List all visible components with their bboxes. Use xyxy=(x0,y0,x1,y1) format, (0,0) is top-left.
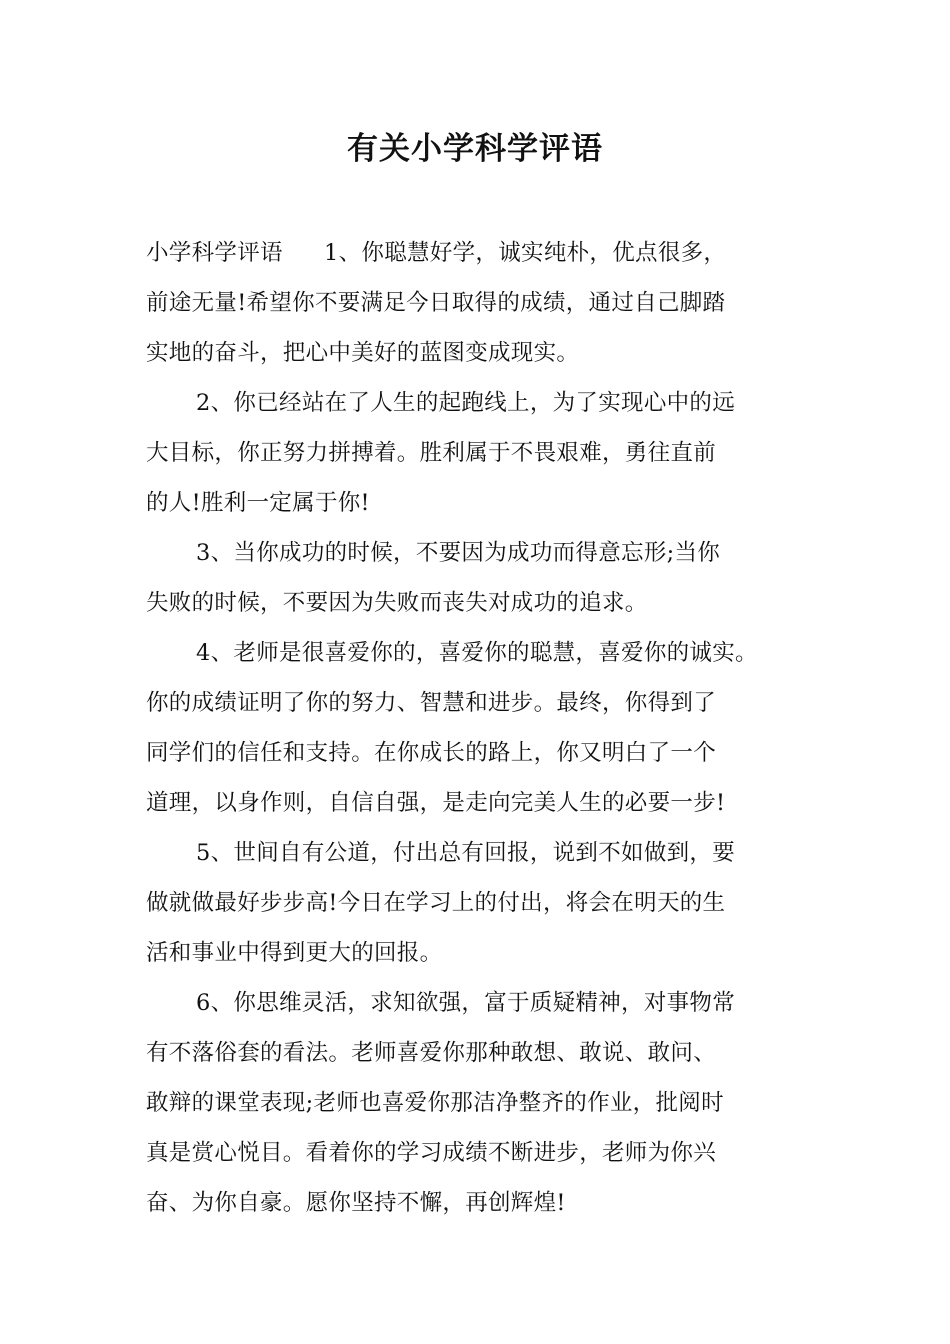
paragraph-4-line-3: 同学们的信任和支持。在你成长的路上，你又明白了一个 xyxy=(146,740,717,766)
paragraph-4-line-4: 道理，以身作则，自信自强，是走向完美人生的必要一步! xyxy=(146,790,726,816)
paragraph-1-line-2: 前途无量!希望你不要满足今日取得的成绩，通过自己脚踏 xyxy=(146,290,726,316)
document-body xyxy=(146,228,836,1228)
intro-heading: 小学科学评语 xyxy=(146,240,283,266)
paragraph-6-line-1: 6、你思维灵活，求知欲强，富于质疑精神，对事物常 xyxy=(196,990,736,1016)
paragraph-6-line-3: 敢辩的课堂表现;老师也喜爱你那洁净整齐的作业，批阅时 xyxy=(146,1090,724,1116)
paragraph-4-line-1: 4、老师是很喜爱你的，喜爱你的聪慧，喜爱你的诚实。 xyxy=(196,640,758,666)
paragraph-5-line-2: 做就做最好步步高!今日在学习上的付出，将会在明天的生 xyxy=(146,890,726,916)
paragraph-1-line-3: 实地的奋斗，把心中美好的蓝图变成现实。 xyxy=(146,340,580,366)
paragraph-4-line-2: 你的成绩证明了你的努力、智慧和进步。最终，你得到了 xyxy=(146,690,717,716)
paragraph-3-line-2: 失败的时候，不要因为失败而丧失对成功的追求。 xyxy=(146,590,648,616)
paragraph-2-line-2: 大目标，你正努力拼搏着。胜利属于不畏艰难，勇往直前 xyxy=(146,440,717,466)
paragraph-6-line-4: 真是赏心悦目。看着你的学习成绩不断进步，老师为你兴 xyxy=(146,1140,717,1166)
document-title: 有关小学科学评语 xyxy=(347,131,603,167)
paragraph-1-line-1 xyxy=(146,228,836,278)
paragraph-6-line-5: 奋、为你自豪。愿你坚持不懈，再创辉煌! xyxy=(146,1190,566,1216)
paragraph-2-line-1: 2、你已经站在了人生的起跑线上，为了实现心中的远 xyxy=(196,390,736,416)
paragraph-1-text: 1、你聪慧好学，诚实纯朴，优点很多， xyxy=(324,240,727,266)
paragraph-2-line-3: 的人!胜利一定属于你! xyxy=(146,490,370,516)
paragraph-5-line-3: 活和事业中得到更大的回报。 xyxy=(146,940,443,966)
paragraph-3-line-1: 3、当你成功的时候，不要因为成功而得意忘形;当你 xyxy=(196,540,721,566)
paragraph-6-line-2: 有不落俗套的看法。老师喜爱你那种敢想、敢说、敢问、 xyxy=(146,1040,717,1066)
paragraph-5-line-1: 5、世间自有公道，付出总有回报，说到不如做到，要 xyxy=(196,840,736,866)
